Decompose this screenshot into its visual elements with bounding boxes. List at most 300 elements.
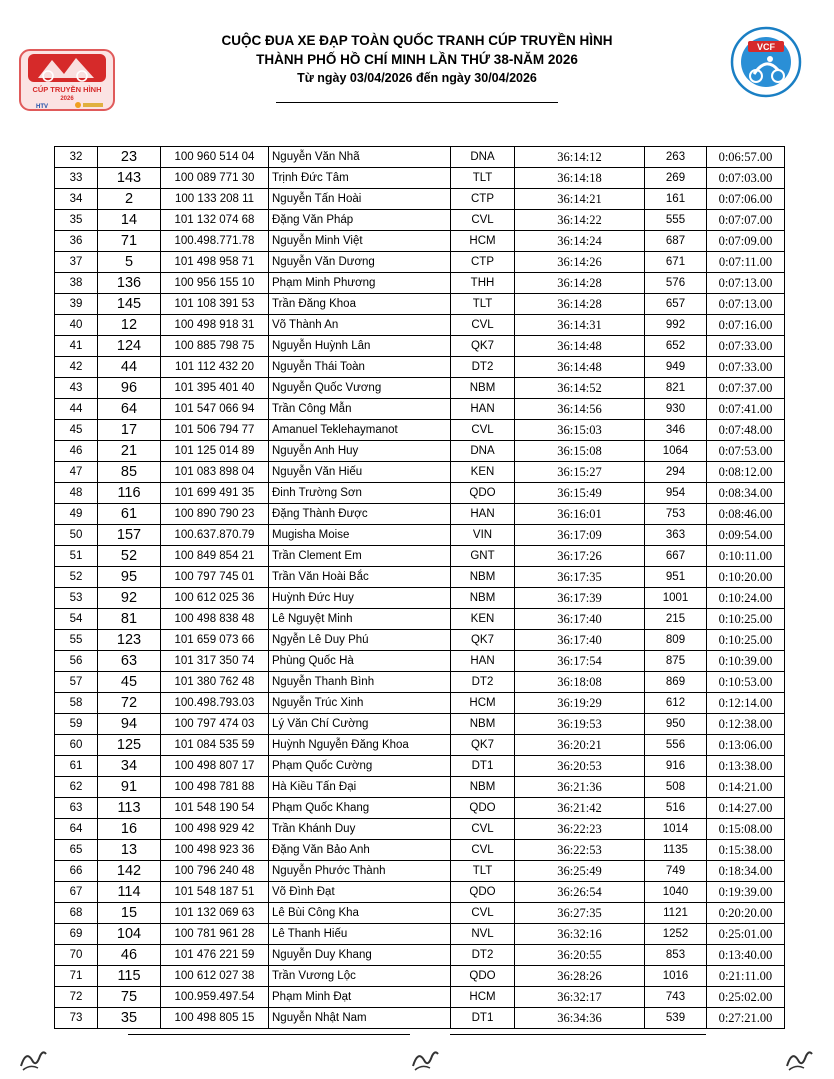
total-time-cell: 36:20:53 — [515, 756, 645, 777]
table-row — [55, 672, 785, 693]
rank-cell: 65 — [55, 840, 98, 861]
uci-id-cell: 101 548 190 54 — [161, 798, 269, 819]
bib-cell: 64 — [98, 399, 161, 420]
time-gap-cell: 0:13:06.00 — [707, 735, 785, 756]
rank-cell: 63 — [55, 798, 98, 819]
rider-name-cell: Đặng Văn Bảo Anh — [269, 840, 451, 861]
footer-rule-left — [128, 1034, 410, 1035]
uci-id-cell: 101 108 391 53 — [161, 294, 269, 315]
total-time-cell: 36:15:49 — [515, 483, 645, 504]
table-row — [55, 756, 785, 777]
points-cell: 269 — [645, 168, 707, 189]
uci-id-cell: 100 089 771 30 — [161, 168, 269, 189]
rank-cell: 47 — [55, 462, 98, 483]
total-time-cell: 36:14:24 — [515, 231, 645, 252]
total-time-cell: 36:16:01 — [515, 504, 645, 525]
total-time-cell: 36:14:48 — [515, 357, 645, 378]
rider-name-cell: Amanuel Teklehaymanot — [269, 420, 451, 441]
bib-cell: 21 — [98, 441, 161, 462]
bib-cell: 125 — [98, 735, 161, 756]
team-code-cell: KEN — [451, 462, 515, 483]
bib-cell: 104 — [98, 924, 161, 945]
table-row — [55, 966, 785, 987]
time-gap-cell: 0:10:39.00 — [707, 651, 785, 672]
points-cell: 539 — [645, 1008, 707, 1029]
rank-cell: 42 — [55, 357, 98, 378]
table-row — [55, 483, 785, 504]
uci-id-cell: 100.498.771.78 — [161, 231, 269, 252]
total-time-cell: 36:14:22 — [515, 210, 645, 231]
total-time-cell: 36:14:18 — [515, 168, 645, 189]
table-row — [55, 651, 785, 672]
rider-name-cell: Nguyễn Thái Toàn — [269, 357, 451, 378]
uci-id-cell: 101 395 401 40 — [161, 378, 269, 399]
points-cell: 294 — [645, 462, 707, 483]
points-cell: 753 — [645, 504, 707, 525]
time-gap-cell: 0:08:12.00 — [707, 462, 785, 483]
rider-name-cell: Nguyễn Huỳnh Lân — [269, 336, 451, 357]
bib-cell: 96 — [98, 378, 161, 399]
title-line-2: THÀNH PHỐ HỒ CHÍ MINH LẦN THỨ 38-NĂM 2026 — [256, 52, 578, 67]
time-gap-cell: 0:12:14.00 — [707, 693, 785, 714]
total-time-cell: 36:14:28 — [515, 273, 645, 294]
team-code-cell: DT1 — [451, 756, 515, 777]
points-cell: 215 — [645, 609, 707, 630]
team-code-cell: QDO — [451, 798, 515, 819]
rider-name-cell: Trần Vương Lộc — [269, 966, 451, 987]
rider-name-cell: Huỳnh Đức Huy — [269, 588, 451, 609]
rank-cell: 39 — [55, 294, 98, 315]
uci-id-cell: 101 084 535 59 — [161, 735, 269, 756]
time-gap-cell: 0:07:11.00 — [707, 252, 785, 273]
rider-name-cell: Trần Clement Em — [269, 546, 451, 567]
total-time-cell: 36:14:28 — [515, 294, 645, 315]
team-code-cell: CVL — [451, 420, 515, 441]
points-cell: 612 — [645, 693, 707, 714]
rank-cell: 33 — [55, 168, 98, 189]
points-cell: 1121 — [645, 903, 707, 924]
time-gap-cell: 0:07:13.00 — [707, 294, 785, 315]
total-time-cell: 36:14:48 — [515, 336, 645, 357]
total-time-cell: 36:21:42 — [515, 798, 645, 819]
uci-id-cell: 101 659 073 66 — [161, 630, 269, 651]
bib-cell: 71 — [98, 231, 161, 252]
rank-cell: 45 — [55, 420, 98, 441]
uci-id-cell: 100 960 514 04 — [161, 147, 269, 168]
team-code-cell: CTP — [451, 189, 515, 210]
uci-id-cell: 100 956 155 10 — [161, 273, 269, 294]
team-code-cell: HAN — [451, 399, 515, 420]
bib-cell: 95 — [98, 567, 161, 588]
rider-name-cell: Ngyễn Lê Duy Phú — [269, 630, 451, 651]
points-cell: 556 — [645, 735, 707, 756]
uci-id-cell: 100 797 474 03 — [161, 714, 269, 735]
uci-id-cell: 101 132 074 68 — [161, 210, 269, 231]
rider-name-cell: Nguyễn Văn Nhã — [269, 147, 451, 168]
rider-name-cell: Nguyễn Phước Thành — [269, 861, 451, 882]
rider-name-cell: Nguyễn Văn Hiếu — [269, 462, 451, 483]
bib-cell: 34 — [98, 756, 161, 777]
uci-id-cell: 100 498 805 15 — [161, 1008, 269, 1029]
rider-name-cell: Nguyễn Nhật Nam — [269, 1008, 451, 1029]
total-time-cell: 36:17:40 — [515, 630, 645, 651]
title-line-1: CUỘC ĐUA XE ĐẠP TOÀN QUỐC TRANH CÚP TRUYỀN HÌNH — [221, 33, 613, 48]
uci-id-cell: 100 133 208 11 — [161, 189, 269, 210]
team-code-cell: DT1 — [451, 1008, 515, 1029]
points-cell: 1016 — [645, 966, 707, 987]
points-cell: 930 — [645, 399, 707, 420]
uci-id-cell: 100 498 918 31 — [161, 315, 269, 336]
rank-cell: 66 — [55, 861, 98, 882]
team-code-cell: HAN — [451, 504, 515, 525]
bib-cell: 23 — [98, 147, 161, 168]
bib-cell: 94 — [98, 714, 161, 735]
table-row — [55, 399, 785, 420]
rank-cell: 53 — [55, 588, 98, 609]
team-code-cell: CVL — [451, 210, 515, 231]
total-time-cell: 36:14:21 — [515, 189, 645, 210]
rider-name-cell: Nguyễn Văn Dương — [269, 252, 451, 273]
team-code-cell: QK7 — [451, 336, 515, 357]
team-code-cell: KEN — [451, 609, 515, 630]
team-code-cell: HCM — [451, 693, 515, 714]
rider-name-cell: Lý Văn Chí Cường — [269, 714, 451, 735]
total-time-cell: 36:14:31 — [515, 315, 645, 336]
time-gap-cell: 0:25:01.00 — [707, 924, 785, 945]
table-row — [55, 777, 785, 798]
time-gap-cell: 0:21:11.00 — [707, 966, 785, 987]
table-row — [55, 420, 785, 441]
uci-id-cell: 100 612 027 38 — [161, 966, 269, 987]
rider-name-cell: Trần Khánh Duy — [269, 819, 451, 840]
bib-cell: 14 — [98, 210, 161, 231]
rank-cell: 73 — [55, 1008, 98, 1029]
rider-name-cell: Trần Đăng Khoa — [269, 294, 451, 315]
table-row — [55, 273, 785, 294]
uci-id-cell: 100 797 745 01 — [161, 567, 269, 588]
points-cell: 576 — [645, 273, 707, 294]
bib-cell: 75 — [98, 987, 161, 1008]
bib-cell: 5 — [98, 252, 161, 273]
rank-cell: 67 — [55, 882, 98, 903]
uci-id-cell: 101 125 014 89 — [161, 441, 269, 462]
rank-cell: 43 — [55, 378, 98, 399]
total-time-cell: 36:18:08 — [515, 672, 645, 693]
uci-id-cell: 100 612 025 36 — [161, 588, 269, 609]
total-time-cell: 36:19:53 — [515, 714, 645, 735]
uci-id-cell: 101 317 350 74 — [161, 651, 269, 672]
total-time-cell: 36:28:26 — [515, 966, 645, 987]
time-gap-cell: 0:07:07.00 — [707, 210, 785, 231]
points-cell: 508 — [645, 777, 707, 798]
team-code-cell: HAN — [451, 651, 515, 672]
rank-cell: 49 — [55, 504, 98, 525]
title-line-3: Từ ngày 03/04/2026 đến ngày 30/04/2026 — [297, 71, 537, 85]
uci-id-cell: 100 498 781 88 — [161, 777, 269, 798]
team-code-cell: DNA — [451, 441, 515, 462]
points-cell: 1064 — [645, 441, 707, 462]
bib-cell: 15 — [98, 903, 161, 924]
rank-cell: 56 — [55, 651, 98, 672]
rider-name-cell: Đặng Thành Được — [269, 504, 451, 525]
rider-name-cell: Phạm Minh Đạt — [269, 987, 451, 1008]
bib-cell: 115 — [98, 966, 161, 987]
table-row — [55, 378, 785, 399]
time-gap-cell: 0:15:08.00 — [707, 819, 785, 840]
points-cell: 652 — [645, 336, 707, 357]
cup-truyen-hinh-logo-icon — [18, 48, 116, 112]
uci-id-cell: 101 476 221 59 — [161, 945, 269, 966]
table-row — [55, 714, 785, 735]
total-time-cell: 36:14:26 — [515, 252, 645, 273]
rank-cell: 41 — [55, 336, 98, 357]
team-code-cell: NBM — [451, 567, 515, 588]
rank-cell: 34 — [55, 189, 98, 210]
bib-cell: 17 — [98, 420, 161, 441]
team-code-cell: DT2 — [451, 945, 515, 966]
total-time-cell: 36:22:53 — [515, 840, 645, 861]
points-cell: 853 — [645, 945, 707, 966]
points-cell: 555 — [645, 210, 707, 231]
points-cell: 954 — [645, 483, 707, 504]
rank-cell: 62 — [55, 777, 98, 798]
table-row — [55, 693, 785, 714]
points-cell: 951 — [645, 567, 707, 588]
bib-cell: 142 — [98, 861, 161, 882]
table-row — [55, 924, 785, 945]
bib-cell: 91 — [98, 777, 161, 798]
points-cell: 657 — [645, 294, 707, 315]
bib-cell: 145 — [98, 294, 161, 315]
points-cell: 263 — [645, 147, 707, 168]
team-code-cell: HCM — [451, 231, 515, 252]
table-row — [55, 1008, 785, 1029]
results-body — [55, 147, 785, 1029]
points-cell: 749 — [645, 861, 707, 882]
points-cell: 1135 — [645, 840, 707, 861]
time-gap-cell: 0:14:27.00 — [707, 798, 785, 819]
total-time-cell: 36:17:39 — [515, 588, 645, 609]
time-gap-cell: 0:12:38.00 — [707, 714, 785, 735]
rank-cell: 60 — [55, 735, 98, 756]
bib-cell: 85 — [98, 462, 161, 483]
uci-id-cell: 100.498.793.03 — [161, 693, 269, 714]
points-cell: 363 — [645, 525, 707, 546]
time-gap-cell: 0:25:02.00 — [707, 987, 785, 1008]
rider-name-cell: Nguyễn Quốc Vương — [269, 378, 451, 399]
table-row — [55, 630, 785, 651]
time-gap-cell: 0:18:34.00 — [707, 861, 785, 882]
bib-cell: 45 — [98, 672, 161, 693]
time-gap-cell: 0:14:21.00 — [707, 777, 785, 798]
rank-cell: 57 — [55, 672, 98, 693]
uci-id-cell: 100 498 807 17 — [161, 756, 269, 777]
total-time-cell: 36:25:49 — [515, 861, 645, 882]
time-gap-cell: 0:13:40.00 — [707, 945, 785, 966]
rank-cell: 35 — [55, 210, 98, 231]
bib-cell: 114 — [98, 882, 161, 903]
bib-cell: 13 — [98, 840, 161, 861]
total-time-cell: 36:26:54 — [515, 882, 645, 903]
rank-cell: 52 — [55, 567, 98, 588]
time-gap-cell: 0:27:21.00 — [707, 1008, 785, 1029]
points-cell: 687 — [645, 231, 707, 252]
bib-cell: 124 — [98, 336, 161, 357]
team-code-cell: NBM — [451, 378, 515, 399]
cyclist-signature-icon — [784, 1046, 814, 1072]
time-gap-cell: 0:08:34.00 — [707, 483, 785, 504]
table-row — [55, 294, 785, 315]
uci-id-cell: 101 548 187 51 — [161, 882, 269, 903]
time-gap-cell: 0:10:25.00 — [707, 630, 785, 651]
rider-name-cell: Đinh Trường Sơn — [269, 483, 451, 504]
points-cell: 809 — [645, 630, 707, 651]
total-time-cell: 36:14:12 — [515, 147, 645, 168]
total-time-cell: 36:17:26 — [515, 546, 645, 567]
svg-text:CÚP TRUYỀN HÌNH: CÚP TRUYỀN HÌNH — [32, 85, 102, 94]
rider-name-cell: Phạm Quốc Khang — [269, 798, 451, 819]
bib-cell: 63 — [98, 651, 161, 672]
team-code-cell: QDO — [451, 882, 515, 903]
total-time-cell: 36:15:08 — [515, 441, 645, 462]
time-gap-cell: 0:07:48.00 — [707, 420, 785, 441]
team-code-cell: HCM — [451, 987, 515, 1008]
uci-id-cell: 101 112 432 20 — [161, 357, 269, 378]
cyclist-signature-icon — [18, 1046, 48, 1072]
time-gap-cell: 0:10:20.00 — [707, 567, 785, 588]
bib-cell: 136 — [98, 273, 161, 294]
team-code-cell: DNA — [451, 147, 515, 168]
team-code-cell: TLT — [451, 168, 515, 189]
team-code-cell: THH — [451, 273, 515, 294]
cyclist-signature-icon — [410, 1046, 440, 1072]
time-gap-cell: 0:07:06.00 — [707, 189, 785, 210]
bib-cell: 72 — [98, 693, 161, 714]
total-time-cell: 36:27:35 — [515, 903, 645, 924]
team-code-cell: CVL — [451, 903, 515, 924]
uci-id-cell: 100 781 961 28 — [161, 924, 269, 945]
time-gap-cell: 0:10:24.00 — [707, 588, 785, 609]
uci-id-cell: 101 132 069 63 — [161, 903, 269, 924]
rider-name-cell: Nguyễn Duy Khang — [269, 945, 451, 966]
points-cell: 949 — [645, 357, 707, 378]
rider-name-cell: Nguyễn Anh Huy — [269, 441, 451, 462]
table-row — [55, 987, 785, 1008]
rank-cell: 51 — [55, 546, 98, 567]
svg-text:HTV: HTV — [36, 104, 48, 110]
table-row — [55, 609, 785, 630]
rider-name-cell: Phạm Quốc Cường — [269, 756, 451, 777]
uci-id-cell: 101 547 066 94 — [161, 399, 269, 420]
points-cell: 950 — [645, 714, 707, 735]
bib-cell: 157 — [98, 525, 161, 546]
bib-cell: 35 — [98, 1008, 161, 1029]
team-code-cell: QK7 — [451, 735, 515, 756]
rank-cell: 61 — [55, 756, 98, 777]
rider-name-cell: Phùng Quốc Hà — [269, 651, 451, 672]
table-row — [55, 819, 785, 840]
rider-name-cell: Đặng Văn Pháp — [269, 210, 451, 231]
table-row — [55, 462, 785, 483]
points-cell: 161 — [645, 189, 707, 210]
total-time-cell: 36:17:40 — [515, 609, 645, 630]
points-cell: 346 — [645, 420, 707, 441]
team-code-cell: TLT — [451, 294, 515, 315]
rank-cell: 72 — [55, 987, 98, 1008]
points-cell: 992 — [645, 315, 707, 336]
team-code-cell: DT2 — [451, 357, 515, 378]
table-row — [55, 210, 785, 231]
points-cell: 821 — [645, 378, 707, 399]
team-code-cell: NBM — [451, 777, 515, 798]
team-code-cell: TLT — [451, 861, 515, 882]
total-time-cell: 36:32:16 — [515, 924, 645, 945]
uci-id-cell: 100 498 929 42 — [161, 819, 269, 840]
rank-cell: 55 — [55, 630, 98, 651]
time-gap-cell: 0:19:39.00 — [707, 882, 785, 903]
team-code-cell: CVL — [451, 819, 515, 840]
total-time-cell: 36:20:21 — [515, 735, 645, 756]
rider-name-cell: Nguyễn Thanh Bình — [269, 672, 451, 693]
points-cell: 671 — [645, 252, 707, 273]
total-time-cell: 36:17:54 — [515, 651, 645, 672]
rank-cell: 59 — [55, 714, 98, 735]
bib-cell: 16 — [98, 819, 161, 840]
table-row — [55, 357, 785, 378]
bib-cell: 46 — [98, 945, 161, 966]
rider-name-cell: Huỳnh Nguyễn Đăng Khoa — [269, 735, 451, 756]
time-gap-cell: 0:06:57.00 — [707, 147, 785, 168]
bib-cell: 61 — [98, 504, 161, 525]
rider-name-cell: Trịnh Đức Tâm — [269, 168, 451, 189]
rider-name-cell: Nguyễn Minh Việt — [269, 231, 451, 252]
table-row — [55, 147, 785, 168]
table-row — [55, 840, 785, 861]
team-code-cell: CVL — [451, 315, 515, 336]
time-gap-cell: 0:07:53.00 — [707, 441, 785, 462]
rider-name-cell: Mugisha Moise — [269, 525, 451, 546]
rider-name-cell: Trần Văn Hoài Bắc — [269, 567, 451, 588]
team-code-cell: CTP — [451, 252, 515, 273]
rider-name-cell: Nguyễn Trúc Xinh — [269, 693, 451, 714]
rank-cell: 36 — [55, 231, 98, 252]
table-row — [55, 189, 785, 210]
uci-id-cell: 100.637.870.79 — [161, 525, 269, 546]
rank-cell: 70 — [55, 945, 98, 966]
results-table — [54, 146, 785, 1029]
total-time-cell: 36:32:17 — [515, 987, 645, 1008]
bib-cell: 2 — [98, 189, 161, 210]
team-code-cell: NBM — [451, 588, 515, 609]
rank-cell: 48 — [55, 483, 98, 504]
rider-name-cell: Lê Bùi Công Kha — [269, 903, 451, 924]
time-gap-cell: 0:13:38.00 — [707, 756, 785, 777]
table-row — [55, 315, 785, 336]
team-code-cell: QDO — [451, 966, 515, 987]
uci-id-cell: 100 890 790 23 — [161, 504, 269, 525]
uci-id-cell: 101 506 794 77 — [161, 420, 269, 441]
table-row — [55, 588, 785, 609]
total-time-cell: 36:14:56 — [515, 399, 645, 420]
table-row — [55, 903, 785, 924]
total-time-cell: 36:19:29 — [515, 693, 645, 714]
points-cell: 1252 — [645, 924, 707, 945]
rider-name-cell: Võ Thành An — [269, 315, 451, 336]
rider-name-cell: Lê Thanh Hiếu — [269, 924, 451, 945]
team-code-cell: QDO — [451, 483, 515, 504]
uci-id-cell: 100 498 923 36 — [161, 840, 269, 861]
time-gap-cell: 0:09:54.00 — [707, 525, 785, 546]
